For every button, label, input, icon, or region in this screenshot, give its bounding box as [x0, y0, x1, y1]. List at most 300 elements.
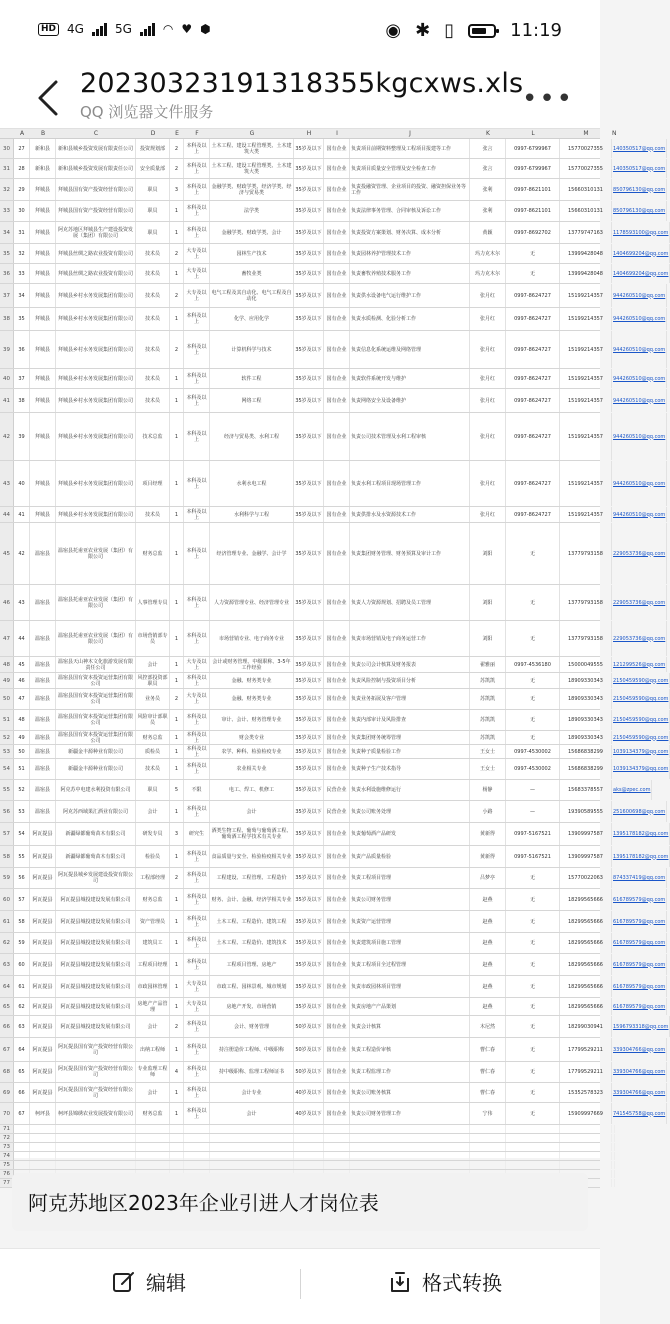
table-row[interactable] [0, 284, 666, 308]
table-cell: 风控部投资部职员 [136, 673, 170, 688]
table-row[interactable] [0, 264, 669, 284]
table-cell[interactable]: 2150459590@qq.com [612, 731, 670, 744]
table-cell: 无 [506, 264, 560, 283]
table-cell: 13999428048 [560, 264, 612, 283]
edit-label: 编辑 [146, 1271, 186, 1295]
row-number: 68 [0, 1062, 14, 1082]
table-cell: 安全质量部 [136, 159, 170, 178]
table-cell: 28 [14, 159, 30, 178]
table-cell: 18299565666 [560, 911, 612, 932]
table-cell[interactable]: 2150459590@qq.com [612, 673, 670, 688]
format-convert-button[interactable] [388, 1267, 502, 1296]
table-cell: 国有企业 [324, 657, 350, 672]
table-cell: 赵燕 [470, 954, 506, 975]
column-header-h[interactable]: H [306, 130, 312, 137]
table-row[interactable] [0, 1038, 666, 1062]
table-cell: 柯坪县锦绣农业发展投资有限公司 [56, 1103, 136, 1124]
table-cell: 水利科学与工程 [210, 507, 294, 522]
table-row[interactable] [0, 159, 666, 179]
table-cell: 56 [14, 868, 30, 888]
table-cell: 土木工程、工程造价、建筑工程 [210, 911, 294, 932]
heart-icon: ♥ [181, 22, 193, 36]
table-cell: 技术员 [136, 264, 170, 283]
table-cell[interactable]: 850796130@qq.com [612, 201, 667, 221]
table-cell: — [506, 801, 560, 822]
toolbar-divider [300, 1269, 301, 1299]
empty-cell [170, 1134, 184, 1142]
table-cell: 财务总监 [136, 523, 170, 584]
table-cell: 无 [506, 244, 560, 263]
table-cell: 42 [14, 523, 30, 584]
table-cell: 1 [170, 976, 184, 997]
empty-row[interactable] [0, 1134, 600, 1143]
empty-cell [294, 1161, 324, 1169]
table-cell: 国有企业 [324, 585, 350, 620]
table-cell: 本科及以上 [184, 868, 210, 888]
table-cell: 阿瓦提县 [30, 846, 56, 867]
table-cell: 40 [14, 461, 30, 506]
spreadsheet[interactable] [0, 128, 669, 1186]
table-row[interactable] [0, 954, 666, 976]
table-cell[interactable]: 944260510@qq.com [612, 369, 667, 388]
row-number: 43 [0, 461, 14, 506]
table-cell: 新和县 [30, 139, 56, 158]
table-row[interactable] [0, 389, 666, 413]
table-cell: 审计、会计、财务管理专业 [210, 710, 294, 730]
column-header-k[interactable]: K [486, 130, 490, 137]
table-cell: 15199214357 [560, 389, 612, 412]
table-cell: 30 [14, 201, 30, 221]
format-convert-label: 格式转换 [422, 1271, 502, 1295]
empty-cell [560, 1152, 612, 1160]
row-number: 61 [0, 911, 14, 932]
table-cell: 张言 [470, 159, 506, 178]
table-cell[interactable]: 944260510@qq.com [612, 284, 667, 307]
table-cell: 18909330343 [560, 689, 612, 709]
table-cell: 温宿县 [30, 745, 56, 758]
empty-row[interactable] [0, 1152, 600, 1161]
table-cell: 负责工程监理工作 [350, 1062, 470, 1082]
table-cell: 阿瓦提县城投建设发展有限公司 [56, 954, 136, 975]
table-row[interactable] [0, 461, 666, 507]
table-cell[interactable]: 339304766@qq.com [612, 1038, 667, 1061]
table-cell[interactable]: 339304766@qq.com [612, 1083, 667, 1102]
table-row[interactable] [0, 745, 669, 759]
table-cell: 拜城县 [30, 201, 56, 221]
table-cell: 15199214357 [560, 369, 612, 388]
table-cell[interactable]: 944260510@qq.com [612, 389, 667, 412]
table-cell[interactable]: 229053736@qq.com [612, 585, 667, 620]
table-cell: 13909997587 [560, 823, 612, 845]
table-cell: 本科及以上 [184, 745, 210, 758]
table-row[interactable] [0, 911, 666, 933]
table-cell: 电工、焊工、机修工 [210, 780, 294, 800]
table-row[interactable] [0, 1103, 666, 1125]
table-cell: 35岁及以下 [294, 759, 324, 779]
column-header-f[interactable]: F [195, 130, 199, 137]
table-cell: 研究生 [184, 823, 210, 845]
table-cell: 食品质量与安全、检验检疫相关专业 [210, 846, 294, 867]
table-row[interactable] [0, 731, 669, 745]
table-cell: 金融、财务类专业 [210, 689, 294, 709]
table-row[interactable] [0, 244, 669, 264]
empty-cell [506, 1125, 560, 1133]
table-row[interactable] [0, 1016, 669, 1038]
table-cell: 1 [170, 759, 184, 779]
table-cell: 15770027355 [560, 139, 612, 158]
empty-cell [210, 1143, 294, 1151]
table-cell: 本科及以上 [184, 1038, 210, 1061]
table-cell: 温宿县 [30, 657, 56, 672]
table-cell: 民营企业 [324, 780, 350, 800]
table-row[interactable] [0, 673, 669, 689]
table-cell: 35岁及以下 [294, 264, 324, 283]
table-cell[interactable]: 2150459590@qq.com [612, 689, 670, 709]
table-row[interactable] [0, 689, 669, 710]
table-cell: 36 [14, 331, 30, 368]
table-cell: 1 [170, 389, 184, 412]
table-cell: 44 [14, 621, 30, 656]
table-cell: 1 [170, 731, 184, 744]
table-cell: 国有企业 [324, 201, 350, 221]
column-header-i[interactable]: I [336, 130, 338, 137]
table-cell: 负责供排水及水资源技术工作 [350, 507, 470, 522]
table-cell: 国有企业 [324, 976, 350, 997]
table-cell: 13909997587 [560, 846, 612, 867]
table-cell: 金融、财务类专业 [210, 673, 294, 688]
table-cell: 阿瓦提县 [30, 1062, 56, 1082]
table-cell: 无 [506, 998, 560, 1015]
table-cell: 负责工程造价审核 [350, 1038, 470, 1061]
table-cell[interactable]: 944260510@qq.com [612, 331, 667, 368]
table-cell: 35岁及以下 [294, 846, 324, 867]
table-cell[interactable]: 140350517@qq.com [612, 159, 667, 178]
table-cell[interactable]: 944260510@qq.com [612, 413, 667, 460]
table-cell: 17799529211 [560, 1038, 612, 1061]
table-cell: 市场营销部专员 [136, 621, 170, 656]
table-cell: 本科及以上 [184, 1083, 210, 1102]
table-cell: 阿瓦提县城投建设发展有限公司 [56, 998, 136, 1015]
table-cell[interactable]: 1404699204@qq.com [612, 244, 670, 263]
table-cell: 59 [14, 933, 30, 953]
row-number: 76 [0, 1170, 14, 1178]
table-row[interactable] [0, 889, 666, 911]
table-cell[interactable]: 251600698@qq.com [612, 801, 667, 822]
table-cell[interactable]: 229053736@qq.com [612, 621, 667, 656]
table-cell: 阿瓦提县 [30, 1016, 56, 1037]
table-cell: 阿瓦提县城投建设发展有限公司 [56, 911, 136, 932]
table-cell[interactable]: 339304766@qq.com [612, 1062, 667, 1082]
table-cell: 张月红 [470, 331, 506, 368]
table-cell: 18909330343 [560, 731, 612, 744]
table-cell: 张月红 [470, 413, 506, 460]
table-cell: 拜城县 [30, 507, 56, 522]
table-cell: 拜城县 [30, 308, 56, 330]
table-cell: 0997-4530002 [506, 759, 560, 779]
table-cell: 温宿县托甫亚农业发展（集团）有限公司 [56, 523, 136, 584]
column-header-b[interactable]: B [40, 130, 46, 137]
table-cell[interactable]: 1404699204@qq.com [612, 264, 670, 283]
table-row[interactable] [0, 868, 666, 889]
table-row[interactable] [0, 331, 666, 369]
table-cell: 民营企业 [324, 801, 350, 822]
table-cell[interactable]: 874337419@qq.com [612, 868, 667, 888]
table-row[interactable] [0, 780, 651, 801]
table-row[interactable] [0, 308, 666, 331]
table-cell: 无 [506, 523, 560, 584]
table-cell: 1 [170, 369, 184, 388]
empty-cell [30, 1125, 56, 1133]
network-5g: 5G [114, 22, 132, 36]
table-cell: 拜城县 [30, 461, 56, 506]
back-button[interactable] [30, 78, 70, 118]
table-row[interactable] [0, 507, 666, 523]
row-number: 53 [0, 745, 14, 758]
table-cell: 负责投资方案策划、财务决算、成本分析 [350, 222, 470, 243]
table-cell: 负责风险控制与投资项目分析 [350, 673, 470, 688]
table-cell: 17799529211 [560, 1062, 612, 1082]
table-cell: 负责公司技术管理及水利工程审核 [350, 413, 470, 460]
table-row[interactable] [0, 933, 666, 954]
empty-cell [612, 1152, 615, 1160]
table-cell[interactable]: 2150459590@qq.com [612, 710, 670, 730]
table-cell: 本科及以上 [184, 801, 210, 822]
table-cell[interactable]: 140350517@qq.com [612, 139, 667, 158]
table-cell: 拜城县乡村水务发展集团有限公司 [56, 284, 136, 307]
column-header-c[interactable]: C [93, 130, 99, 137]
edit-icon [112, 1270, 136, 1294]
row-number: 60 [0, 889, 14, 910]
column-header-d[interactable]: D [150, 130, 156, 137]
table-cell: 52 [14, 780, 30, 800]
table-cell: 刘阳 [470, 621, 506, 656]
table-row[interactable] [0, 998, 666, 1016]
table-row[interactable] [0, 976, 666, 998]
table-cell: 温宿县 [30, 673, 56, 688]
table-row[interactable] [0, 369, 666, 389]
table-cell: 负责投融资管理、企业项目的投资、融资担保业务等工作 [350, 179, 470, 200]
empty-row[interactable] [0, 1161, 600, 1170]
row-number: 64 [0, 976, 14, 997]
edit-button[interactable] [112, 1267, 186, 1296]
table-cell[interactable]: 850796130@qq.com [612, 179, 667, 200]
table-cell[interactable]: aks@zpec.com [612, 780, 652, 800]
table-cell: 35岁及以下 [294, 868, 324, 888]
table-cell: 工程建设、工程管理、工程造价 [210, 868, 294, 888]
table-cell[interactable]: 1395178182@qq.com [612, 846, 670, 867]
table-cell[interactable]: 1039134379@qq.com [612, 745, 670, 758]
table-row[interactable] [0, 621, 666, 657]
table-cell: 阿克苏地区拜城县生产建设投资发展（集团）有限公司 [56, 222, 136, 243]
table-cell: 35岁及以下 [294, 244, 324, 263]
table-cell: 负责公司财务管理 [350, 889, 470, 910]
table-cell: 技术员 [136, 369, 170, 388]
table-cell: 本科及以上 [184, 413, 210, 460]
table-cell: 1 [170, 933, 184, 953]
table-row[interactable] [0, 413, 666, 461]
table-cell: 张利 [470, 201, 506, 221]
table-cell: 15686838299 [560, 759, 612, 779]
empty-cell [506, 1161, 560, 1169]
table-row[interactable] [0, 846, 669, 868]
column-header-n[interactable]: N [612, 130, 617, 137]
empty-cell [350, 1125, 470, 1133]
empty-cell [184, 1143, 210, 1151]
empty-cell [612, 1125, 615, 1133]
empty-cell [210, 1134, 294, 1142]
table-cell[interactable]: 616789579@qq.com [612, 889, 667, 910]
table-cell: 投资规划部 [136, 139, 170, 158]
column-header-e[interactable]: E [175, 130, 179, 137]
table-cell: 国有企业 [324, 911, 350, 932]
column-header-g[interactable]: G [249, 130, 255, 137]
table-cell: 国有企业 [324, 413, 350, 460]
table-cell: 本科及以上 [184, 331, 210, 368]
table-cell[interactable]: 944260510@qq.com [612, 461, 667, 506]
table-cell: 研发专员 [136, 823, 170, 845]
table-cell: 负责集团财务统筹管理 [350, 731, 470, 744]
table-cell: 无 [506, 1062, 560, 1082]
table-cell[interactable]: 741545758@qq.com [612, 1103, 667, 1124]
table-cell[interactable]: 944260510@qq.com [612, 507, 667, 522]
table-cell: 王女士 [470, 745, 506, 758]
table-cell: 46 [14, 673, 30, 688]
table-cell[interactable]: 616789579@qq.com [612, 911, 667, 932]
table-cell: 检验员 [136, 846, 170, 867]
table-cell: 无 [506, 1038, 560, 1061]
table-row[interactable] [0, 222, 669, 244]
table-cell: 本科及以上 [184, 1016, 210, 1037]
table-cell: 市政工程、园林景观、城市规划 [210, 976, 294, 997]
table-cell[interactable]: 121299526@qq.com [612, 657, 667, 672]
empty-cell [560, 1143, 612, 1151]
table-row[interactable] [0, 139, 666, 159]
table-row[interactable] [0, 201, 666, 222]
table-cell[interactable]: 1178593100@qq.com [612, 222, 670, 243]
table-row[interactable] [0, 523, 666, 585]
signal-icon [92, 22, 107, 36]
table-cell: 35岁及以下 [294, 413, 324, 460]
table-cell: 财务总监 [136, 1103, 170, 1124]
table-cell: 刘阳 [470, 585, 506, 620]
table-cell: 本科及以上 [184, 846, 210, 867]
table-cell: 1 [170, 673, 184, 688]
table-cell: 13779793158 [560, 585, 612, 620]
table-row[interactable] [0, 801, 666, 823]
table-cell: 阿瓦提县城乡发展建设投资有限公司 [56, 868, 136, 888]
table-cell: 67 [14, 1103, 30, 1124]
table-cell: 负责会计核算 [350, 1016, 470, 1037]
table-cell[interactable]: 229053736@qq.com [612, 523, 667, 584]
column-header-a[interactable]: A [19, 130, 25, 137]
table-cell: 0997-8624727 [506, 284, 560, 307]
table-cell: 技术员 [136, 507, 170, 522]
table-cell: 18299565666 [560, 933, 612, 953]
empty-cell [184, 1134, 210, 1142]
table-row[interactable] [0, 823, 669, 846]
table-cell: 拜城县 [30, 389, 56, 412]
row-number: 48 [0, 657, 14, 672]
table-cell: 阿瓦提县城投建设发展有限公司 [56, 933, 136, 953]
table-cell: 负责水利设施维修运行 [350, 780, 470, 800]
row-number: 65 [0, 998, 14, 1015]
empty-cell [184, 1125, 210, 1133]
table-cell: 18299565666 [560, 976, 612, 997]
empty-row[interactable] [0, 1143, 600, 1152]
empty-cell [56, 1161, 136, 1169]
table-cell: 本科及以上 [184, 222, 210, 243]
table-cell: 本科及以上 [184, 369, 210, 388]
table-cell: 35岁及以下 [294, 331, 324, 368]
row-number: 44 [0, 507, 14, 522]
column-header-j[interactable]: J [409, 130, 411, 137]
row-number: 36 [0, 264, 14, 283]
table-row[interactable] [0, 710, 669, 731]
column-header-m[interactable]: M [583, 130, 589, 137]
table-cell[interactable]: 616789579@qq.com [612, 954, 667, 975]
table-cell: 本科及以上 [184, 933, 210, 953]
table-cell[interactable]: 1039134379@qq.com [612, 759, 670, 779]
table-cell: 新和县 [30, 159, 56, 178]
table-cell[interactable]: 944260510@qq.com [612, 308, 667, 330]
empty-cell [506, 1152, 560, 1160]
row-number: 33 [0, 201, 14, 221]
empty-row[interactable] [0, 1125, 600, 1134]
table-cell: 本科及以上 [184, 507, 210, 522]
row-number: 77 [0, 1179, 14, 1187]
empty-cell [170, 1152, 184, 1160]
table-cell: 15199214357 [560, 284, 612, 307]
row-number: 35 [0, 244, 14, 263]
table-row[interactable] [0, 657, 666, 673]
table-cell: 1 [170, 911, 184, 932]
table-row[interactable] [0, 179, 666, 201]
table-row[interactable] [0, 1062, 666, 1083]
table-cell: 玛力克木尔 [470, 244, 506, 263]
table-cell: 负责资产运营管理 [350, 911, 470, 932]
table-cell: 40岁及以下 [294, 1103, 324, 1124]
table-cell: 0997-5167521 [506, 823, 560, 845]
table-cell: 负责公司账务处理 [350, 801, 470, 822]
table-cell: 国有企业 [324, 1083, 350, 1102]
table-cell: 35岁及以下 [294, 523, 324, 584]
table-cell[interactable]: 616789579@qq.com [612, 976, 667, 997]
more-icon[interactable]: ••• [521, 84, 574, 114]
table-cell: 50岁及以下 [294, 1062, 324, 1082]
table-row[interactable] [0, 585, 666, 621]
table-row[interactable] [0, 759, 669, 780]
table-cell: 本科及以上 [184, 585, 210, 620]
table-cell: 本科及以上 [184, 759, 210, 779]
table-cell: 张月红 [470, 308, 506, 330]
table-cell[interactable]: 616789579@qq.com [612, 998, 667, 1015]
table-row[interactable] [0, 1083, 666, 1103]
table-cell: 国有企业 [324, 222, 350, 243]
table-cell[interactable]: 1596793318@qq.com [612, 1016, 670, 1037]
table-cell: 4 [170, 1062, 184, 1082]
table-cell: 负责建筑项目施工管理 [350, 933, 470, 953]
table-cell: 负责内部审计及风险排查 [350, 710, 470, 730]
column-header-l[interactable]: L [531, 130, 535, 137]
table-cell[interactable]: 1395178182@qq.com [612, 823, 670, 845]
table-cell: 新疆金丰源种业有限公司 [56, 745, 136, 758]
table-cell: 阿瓦提县 [30, 911, 56, 932]
table-cell: 市场营销专业、电子商务专业 [210, 621, 294, 656]
table-cell[interactable]: 616789579@qq.com [612, 933, 667, 953]
table-cell: 负责葡萄酒产品研发 [350, 823, 470, 845]
row-number: 73 [0, 1143, 14, 1151]
empty-cell [30, 1143, 56, 1151]
